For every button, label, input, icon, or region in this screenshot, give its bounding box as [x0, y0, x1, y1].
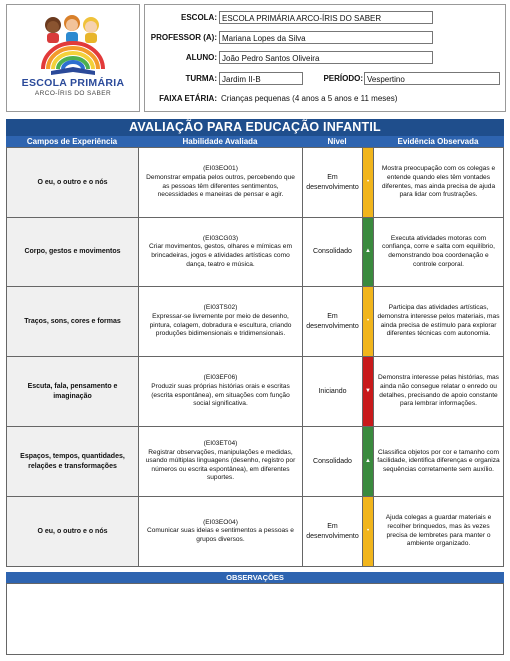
table-row [6, 496, 504, 567]
evidencia-cell: Mostra preocupação com os colegas e entende quando eles têm vontades diferentes, mas ainda precisa de ajuda para lidar com frustrações. [373, 148, 503, 217]
nivel-indicator-icon: ▼ [363, 357, 373, 426]
habilidade-text: Expressar-se livremente por meio de desenho, pintura, colagem, dobradura e escultura, criando produções bidimensionais e tridimensionais. [149, 312, 292, 338]
habilidade-text: Registrar observações, manipulações e medidas, usando múltiplas linguagens (desenho, registro por números ou escrita espontânea), em diferentes suportes. [145, 448, 296, 482]
habilidade-code: (EI03EO01) [203, 165, 238, 173]
nivel-cell: Em desenvolvimento [303, 148, 363, 217]
evidencia-cell: Participa das atividades artísticas, demonstra interesse pelos materiais, mas ainda precisa de estímulo para explorar diferentes técnicas com autonomia. [373, 287, 503, 356]
faixa-label: FAIXA ETÁRIA: [159, 94, 217, 103]
col-habilidade-header: Habilidade Avaliada [182, 137, 258, 146]
school-logo [6, 4, 140, 112]
habilidade-code: (EI03ET04) [203, 440, 238, 448]
table-row [6, 286, 504, 357]
table-row [6, 217, 504, 287]
campo-cell: O eu, o outro e o nós [7, 148, 139, 217]
habilidade-cell [139, 427, 303, 496]
nivel-indicator-icon: ▲ [363, 427, 373, 496]
table-row [6, 426, 504, 497]
habilidade-code: (EI03EF06) [203, 374, 238, 382]
habilidade-text: Criar movimentos, gestos, olhares e mímicas em brincadeiras, jogos e atividades artísticas como dança, teatro e música. [149, 243, 292, 268]
school-logo-tagline: ARCO-ÍRIS DO SABER [34, 90, 112, 97]
evidencia-cell: Demonstra interesse pelas histórias, mas ainda não consegue relatar o enredo ou detalhes, precisando de apoio constante para lembrar informações. [373, 357, 503, 426]
col-campos-header: Campos de Experiência [26, 137, 118, 146]
nivel-cell: Consolidado [303, 427, 363, 496]
habilidade-code: (EI03CG03) [202, 234, 239, 242]
habilidade-text: Comunicar suas ideias e sentimentos a pessoas e grupos diversos. [147, 527, 294, 543]
habilidade-code: (EI03EO04) [203, 518, 238, 526]
table-row [6, 356, 504, 427]
nivel-indicator-icon: ▲ [363, 218, 373, 286]
nivel-indicator-icon: • [363, 497, 373, 566]
nivel-cell: Em desenvolvimento [303, 287, 363, 356]
col-nivel-header: Nível [327, 137, 347, 146]
campo-cell: O eu, o outro e o nós [7, 497, 139, 566]
professor-field[interactable]: Mariana Lopes da Silva [219, 31, 433, 44]
habilidade-code: (EI03TS02) [203, 304, 238, 312]
habilidade-text: Produzir suas próprias histórias orais e escritas (escrita espontânea), em situações com função social significativa. [151, 382, 290, 408]
student-info-form [144, 4, 506, 112]
observacoes-field[interactable] [6, 583, 504, 655]
evidencia-cell: Ajuda colegas a guardar materiais e recolher brinquedos, mas às vezes precisa de lembretes para manter o ambiente organizado. [373, 497, 503, 566]
observacoes-header: OBSERVAÇÕES [6, 572, 504, 583]
habilidade-cell [139, 497, 303, 566]
evidencia-cell: Executa atividades motoras com confiança, corre e salta com equilíbrio, demonstrando boa coordenação e controle corporal. [373, 218, 503, 286]
habilidade-cell [139, 357, 303, 426]
nivel-cell: Consolidado [303, 218, 363, 286]
page-title: AVALIAÇÃO PARA EDUCAÇÃO INFANTIL [6, 119, 504, 136]
habilidade-cell [139, 148, 303, 217]
habilidade-cell [139, 287, 303, 356]
campo-cell: Corpo, gestos e movimentos [7, 218, 139, 286]
campo-cell: Traços, sons, cores e formas [7, 287, 139, 356]
nivel-indicator-icon: • [363, 287, 373, 356]
faixa-field[interactable]: Crianças pequenas (4 anos a 5 anos e 11 meses) [219, 92, 433, 105]
turma-field[interactable]: Jardim II-B [219, 72, 303, 85]
evidencia-cell: Classifica objetos por cor e tamanho com facilidade, identifica diferenças e organiza sequências corretamente sem auxílio. [373, 427, 503, 496]
professor-label: PROFESSOR (A): [150, 33, 217, 42]
habilidade-text: Demonstrar empatia pelos outros, percebendo que as pessoas têm diferentes sentimentos, necessidades e maneiras de pensar e agir. [146, 173, 295, 199]
table-row [6, 147, 504, 218]
nivel-cell: Iniciando [303, 357, 363, 426]
header [6, 4, 504, 116]
aluno-field[interactable]: João Pedro Santos Oliveira [219, 51, 433, 64]
nivel-cell: Em desenvolvimento [303, 497, 363, 566]
campo-cell: Espaços, tempos, quantidades, relações e transformações [7, 427, 139, 496]
col-evidencia-header: Evidência Observada [397, 137, 479, 146]
periodo-field[interactable]: Vespertino [364, 72, 500, 85]
habilidade-cell [139, 218, 303, 286]
escola-label: ESCOLA: [181, 13, 217, 22]
turma-label: TURMA: [185, 74, 217, 83]
aluno-label: ALUNO: [185, 53, 217, 62]
rainbow-book-icon [37, 39, 109, 75]
table-header [6, 136, 504, 147]
periodo-label: PERÍODO: [323, 74, 363, 83]
escola-field[interactable]: ESCOLA PRIMÁRIA ARCO-ÍRIS DO SABER [219, 11, 433, 24]
nivel-indicator-icon: • [363, 148, 373, 217]
school-logo-name: ESCOLA PRIMÁRIA [21, 77, 125, 89]
campo-cell: Escuta, fala, pensamento e imaginação [7, 357, 139, 426]
